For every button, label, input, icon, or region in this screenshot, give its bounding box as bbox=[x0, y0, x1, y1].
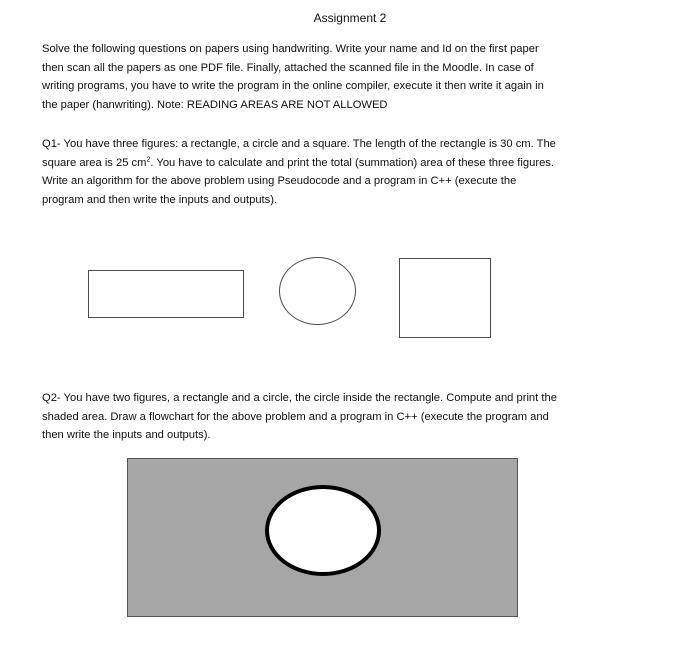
intro-paragraph bbox=[42, 40, 654, 114]
intro-line: the paper (hanwriting). Note: READING AREAS ARE NOT ALLOWED bbox=[42, 98, 388, 111]
q1-line2-prefix: square area is 25 cm bbox=[42, 156, 147, 169]
question-2 bbox=[42, 389, 654, 445]
intro-line: Solve the following questions on papers using handwriting. Write your name and Id on the first paper bbox=[42, 43, 539, 55]
q1-line bbox=[42, 154, 654, 173]
circle-figure bbox=[279, 257, 356, 325]
inner-circle-figure bbox=[265, 485, 381, 576]
superscript-two: 2 bbox=[146, 155, 151, 163]
q1-line: Q1- You have three figures: a rectangle, a circle and a square. The length of the rectangle is 30 cm. The bbox=[42, 138, 556, 150]
page-title: Assignment 2 bbox=[313, 11, 387, 25]
question-1 bbox=[42, 135, 654, 209]
intro-line: then scan all the papers as one PDF file. Finally, attached the scanned file in the Moodle. In case of bbox=[42, 61, 534, 74]
intro-line: writing programs, you have to write the program in the online compiler, execute it then write it again in bbox=[42, 80, 544, 92]
q1-line2-suffix: . You have to calculate and print the total (summation) area of these three figures. bbox=[150, 156, 554, 169]
q2-line: Q2- You have two figures, a rectangle and a circle, the circle inside the rectangle. Compute and print the bbox=[42, 392, 557, 404]
q1-line: program and then write the inputs and outputs). bbox=[42, 193, 278, 206]
q1-line: Write an algorithm for the above problem using Pseudocode and a program in C++ (execute the bbox=[42, 175, 517, 187]
rectangle-figure bbox=[88, 270, 244, 318]
square-figure bbox=[399, 258, 491, 338]
q2-line: then write the inputs and outputs). bbox=[42, 429, 211, 441]
q2-line: shaded area. Draw a flowchart for the above problem and a program in C++ (execute the program and bbox=[42, 410, 549, 423]
